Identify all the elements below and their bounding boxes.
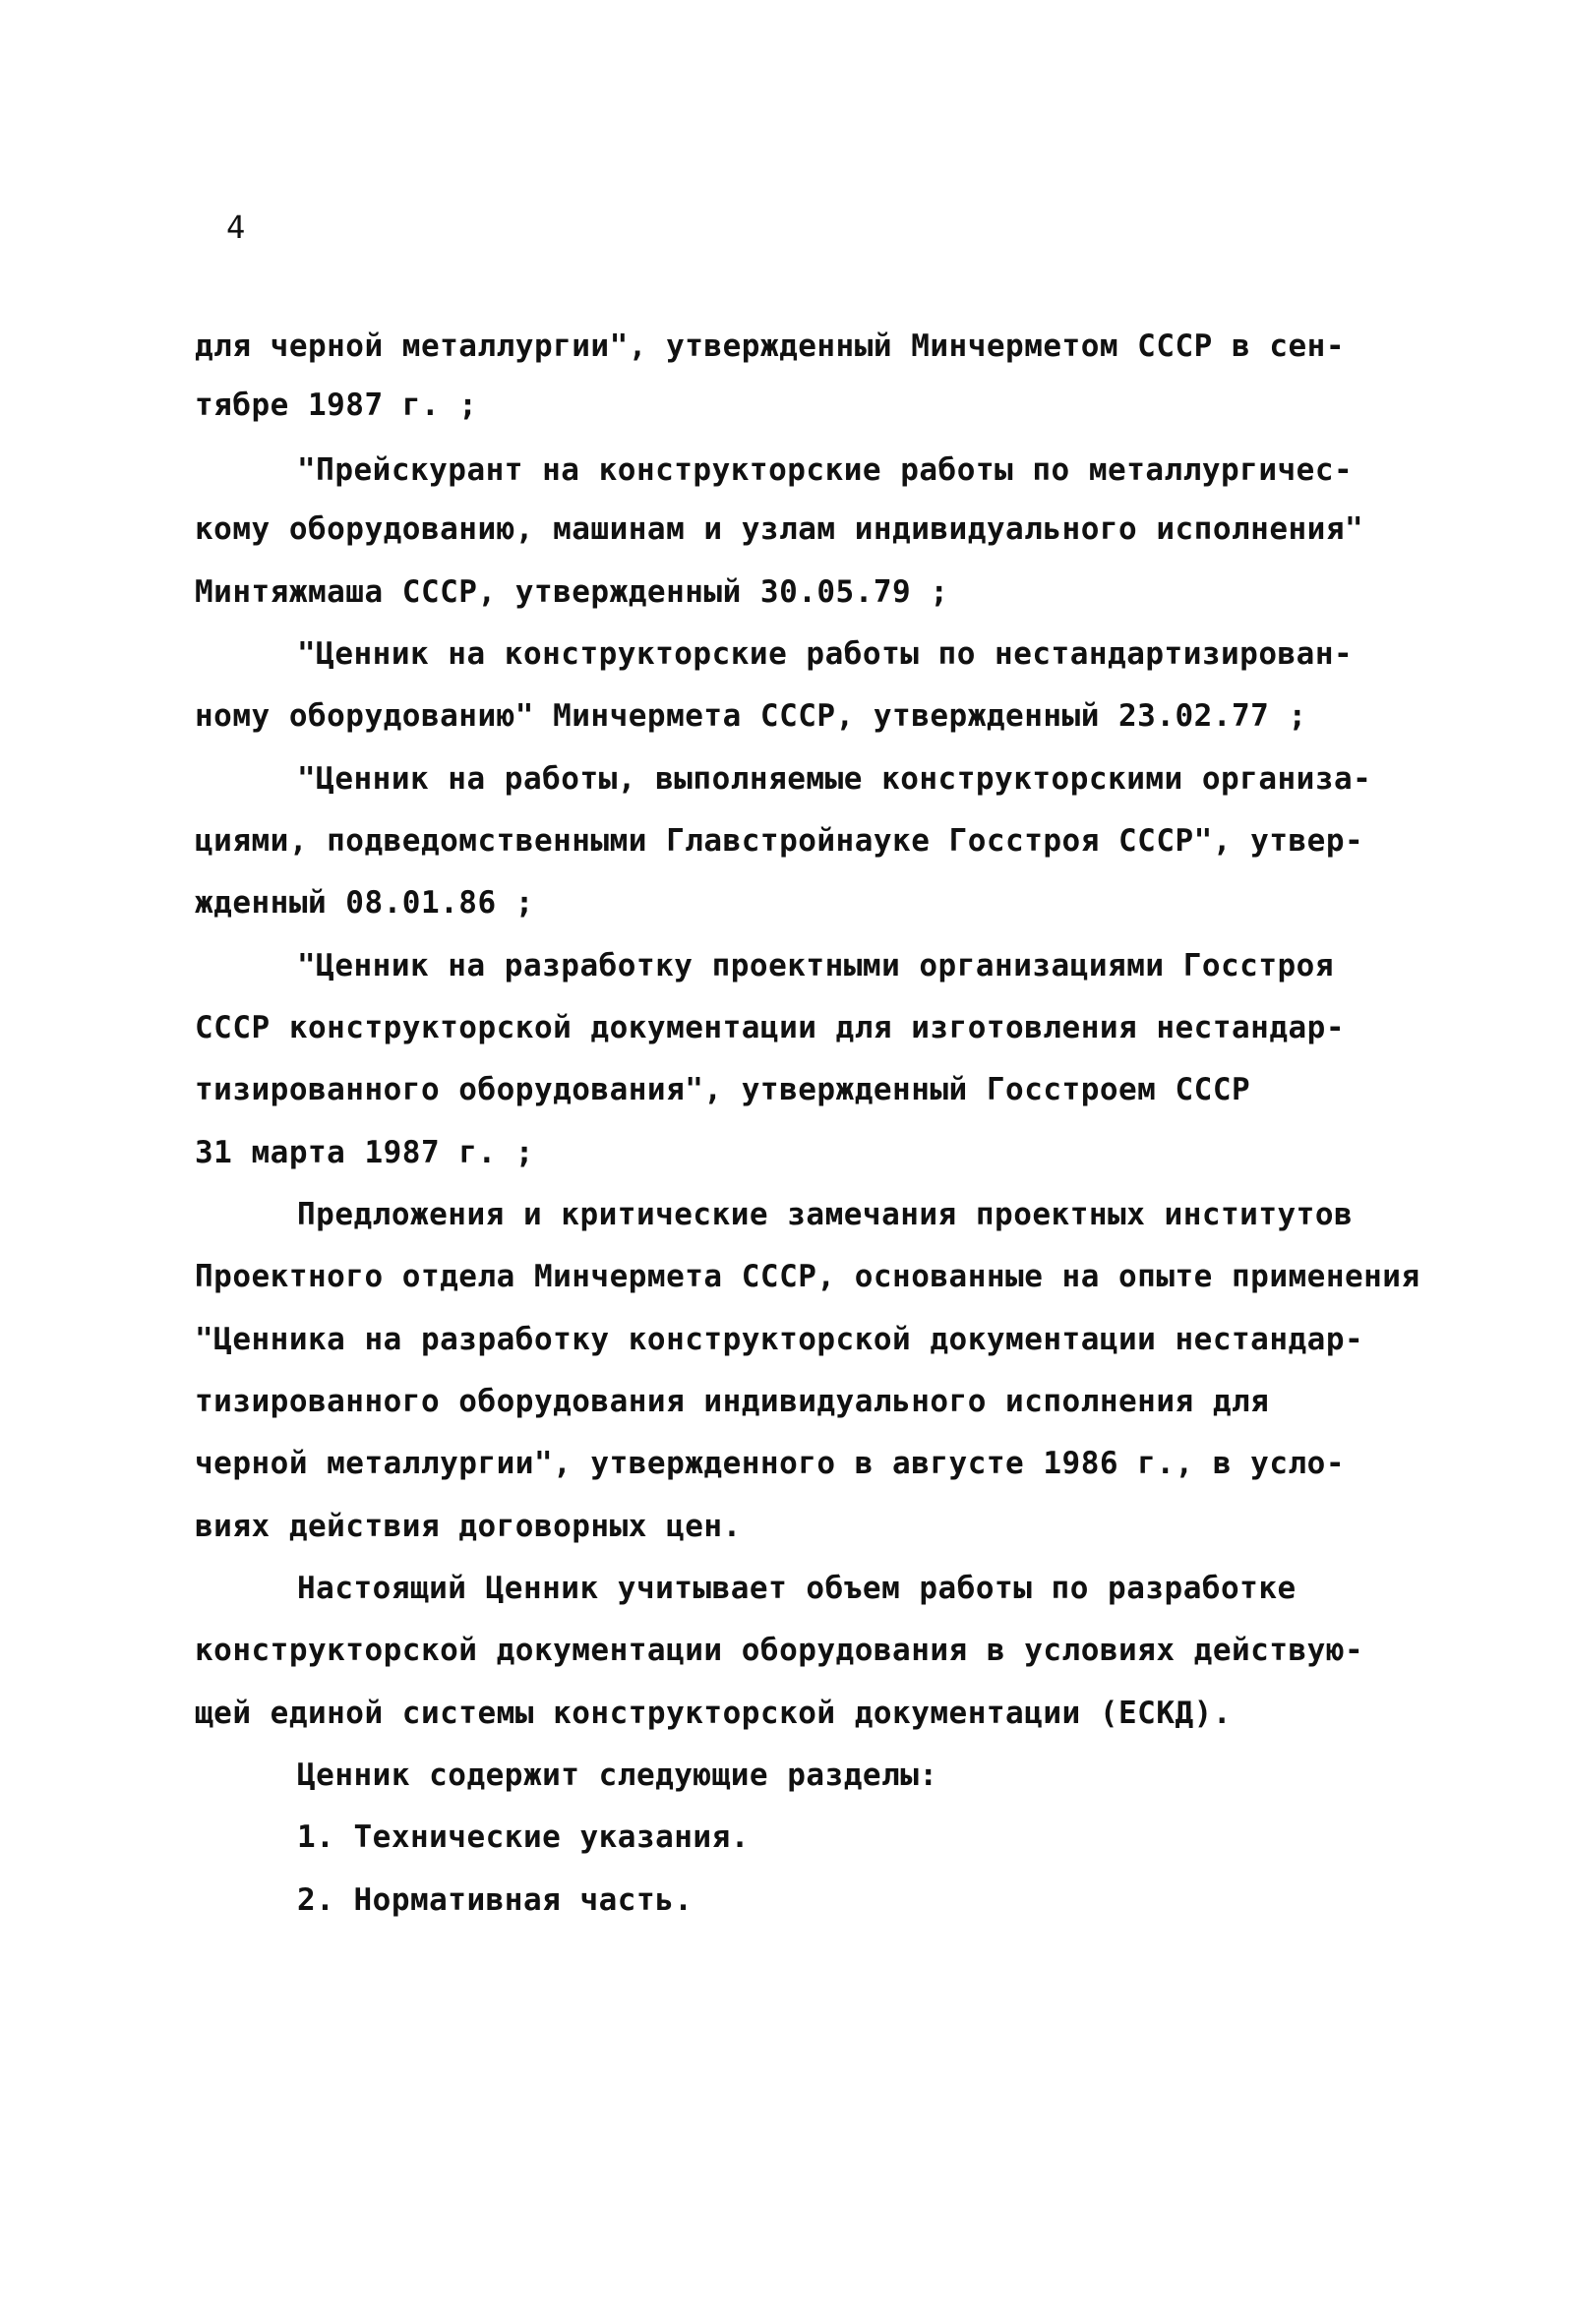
page-number: 4 <box>226 209 246 246</box>
text-line: ному оборудованию" Минчермета СССР, утвержденный 23.02.77 ; <box>195 698 1307 734</box>
text-line: жденный 08.01.86 ; <box>195 885 534 921</box>
text-line: черной металлургии", утвержденного в августе 1986 г., в усло- <box>195 1446 1345 1481</box>
text-line: для черной металлургии", утвержденный Минчерметом СССР в сен- <box>195 328 1345 364</box>
text-line: тизированного оборудования индивидуального исполнения для <box>195 1384 1270 1419</box>
text-line: СССР конструкторской документации для изготовления нестандар- <box>195 1010 1345 1045</box>
text-line: "Ценник на разработку проектными организациями Госстроя <box>297 948 1334 983</box>
text-line: Проектного отдела Минчермета СССР, основанные на опыте применения <box>195 1259 1420 1294</box>
text-line: щей единой системы конструкторской документации (ЕСКД). <box>195 1696 1232 1731</box>
text-line: Предложения и критические замечания проектных институтов <box>297 1197 1354 1232</box>
text-line: "Прейскурант на конструкторские работы по металлургичес- <box>297 452 1354 488</box>
text-line: Минтяжмаша СССР, утвержденный 30.05.79 ; <box>195 574 949 610</box>
text-line: конструкторской документации оборудования в условиях действую- <box>195 1633 1364 1668</box>
section-list-item: 2. Нормативная часть. <box>297 1882 694 1918</box>
text-line: Ценник содержит следующие разделы: <box>297 1758 938 1793</box>
section-list-item: 1. Технические указания. <box>297 1819 750 1855</box>
text-line: "Ценник на конструкторские работы по нестандартизирован- <box>297 636 1354 672</box>
text-line: виях действия договорных цен. <box>195 1509 742 1544</box>
text-line: циями, подведомственными Главстройнауке Госстроя СССР", утвер- <box>195 823 1364 859</box>
text-line: тизированного оборудования", утвержденный Госстроем СССР <box>195 1072 1251 1107</box>
text-line: Настоящий Ценник учитывает объем работы по разработке <box>297 1571 1297 1606</box>
text-line: кому оборудованию, машинам и узлам индивидуального исполнения" <box>195 511 1364 547</box>
text-line: "Ценника на разработку конструкторской документации нестандар- <box>195 1322 1364 1357</box>
text-line: 31 марта 1987 г. ; <box>195 1135 534 1170</box>
text-line: тябре 1987 г. ; <box>195 387 478 423</box>
text-line: "Ценник на работы, выполняемые конструкторскими организа- <box>297 761 1372 797</box>
